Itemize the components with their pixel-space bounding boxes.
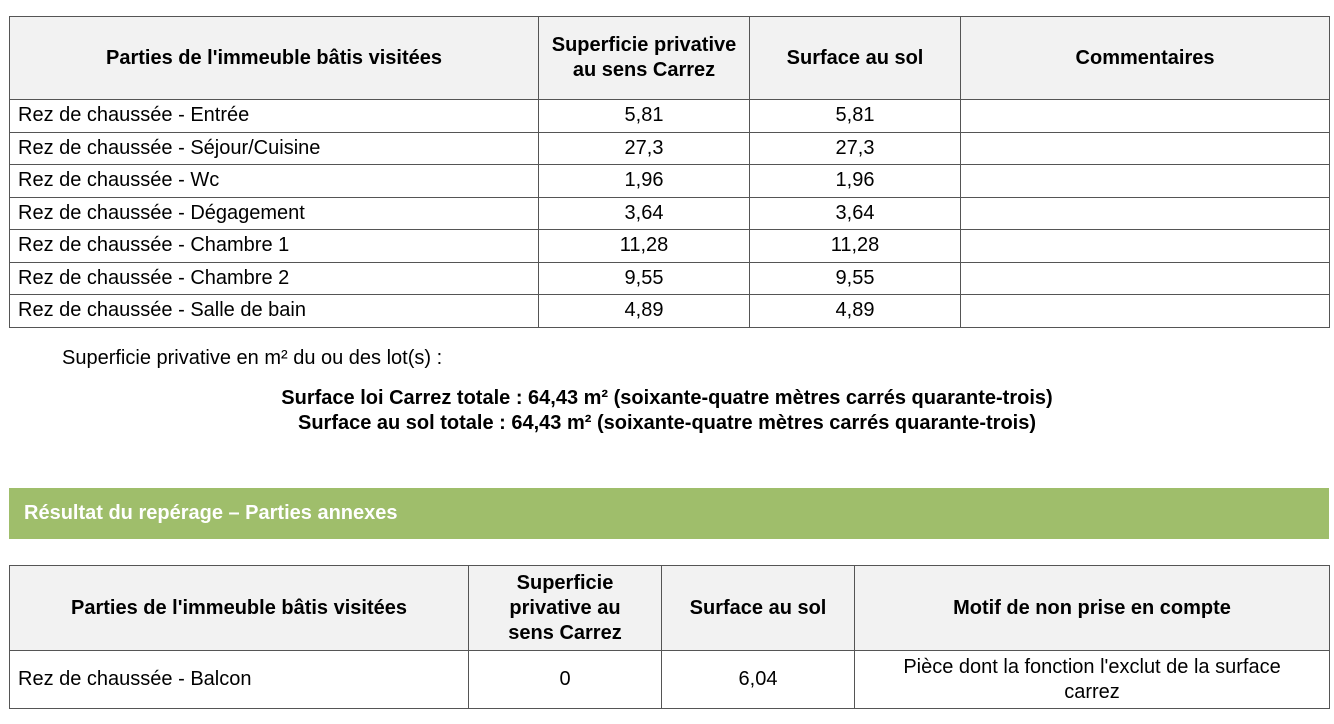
section-banner: Résultat du repérage – Parties annexes — [9, 488, 1329, 539]
row-part: Rez de chaussée - Entrée — [10, 100, 539, 133]
summary-intro: Superficie privative en m² du ou des lot(s) : — [62, 347, 443, 369]
row-comment — [961, 100, 1330, 133]
row-comment — [961, 230, 1330, 263]
row-sol: 5,81 — [750, 100, 961, 133]
table-row — [10, 132, 1330, 165]
row-sol: 1,96 — [750, 165, 961, 198]
summary-totals — [0, 386, 1334, 436]
table-row — [10, 165, 1330, 198]
row-carrez: 1,96 — [539, 165, 750, 198]
annex-header-row — [10, 566, 1330, 651]
row-carrez: 27,3 — [539, 132, 750, 165]
row-carrez: 5,81 — [539, 100, 750, 133]
table-row — [10, 230, 1330, 263]
total-carrez: Surface loi Carrez totale : 64,43 m² (soixante-quatre mètres carrés quarante-trois) — [281, 387, 1053, 409]
row-carrez: 3,64 — [539, 197, 750, 230]
row-comment — [961, 295, 1330, 328]
table-header-row — [10, 17, 1330, 100]
row-sol: 9,55 — [750, 262, 961, 295]
table-row — [10, 262, 1330, 295]
row-carrez: 11,28 — [539, 230, 750, 263]
header-parts: Parties de l'immeuble bâtis visitées — [10, 17, 539, 100]
row-part: Rez de chaussée - Chambre 1 — [10, 230, 539, 263]
row-comment — [961, 197, 1330, 230]
row-sol: 4,89 — [750, 295, 961, 328]
table-row — [10, 295, 1330, 328]
annex-row-carrez: 0 — [469, 651, 662, 709]
table-row — [10, 100, 1330, 133]
annex-header-carrez: Superficie privative au sens Carrez — [469, 566, 662, 651]
row-comment — [961, 165, 1330, 198]
surface-table — [9, 16, 1330, 328]
annex-row-sol: 6,04 — [662, 651, 855, 709]
annex-header-motif: Motif de non prise en compte — [855, 566, 1330, 651]
row-part: Rez de chaussée - Dégagement — [10, 197, 539, 230]
row-part: Rez de chaussée - Salle de bain — [10, 295, 539, 328]
row-comment — [961, 262, 1330, 295]
table-row — [10, 651, 1330, 709]
row-carrez: 9,55 — [539, 262, 750, 295]
total-sol: Surface au sol totale : 64,43 m² (soixante-quatre mètres carrés quarante-trois) — [297, 412, 1037, 434]
annex-table — [9, 565, 1330, 709]
row-carrez: 4,89 — [539, 295, 750, 328]
row-sol: 27,3 — [750, 132, 961, 165]
header-sol: Surface au sol — [750, 17, 961, 100]
row-sol: 11,28 — [750, 230, 961, 263]
row-part: Rez de chaussée - Séjour/Cuisine — [10, 132, 539, 165]
table-row — [10, 197, 1330, 230]
annex-header-parts: Parties de l'immeuble bâtis visitées — [10, 566, 469, 651]
annex-header-sol: Surface au sol — [662, 566, 855, 651]
header-carrez: Superficie privative au sens Carrez — [539, 17, 750, 100]
annex-row-part: Rez de chaussée - Balcon — [10, 651, 469, 709]
row-part: Rez de chaussée - Wc — [10, 165, 539, 198]
annex-row-motif: Pièce dont la fonction l'exclut de la surface carrez — [855, 651, 1330, 709]
row-part: Rez de chaussée - Chambre 2 — [10, 262, 539, 295]
row-comment — [961, 132, 1330, 165]
row-sol: 3,64 — [750, 197, 961, 230]
header-comments: Commentaires — [961, 17, 1330, 100]
